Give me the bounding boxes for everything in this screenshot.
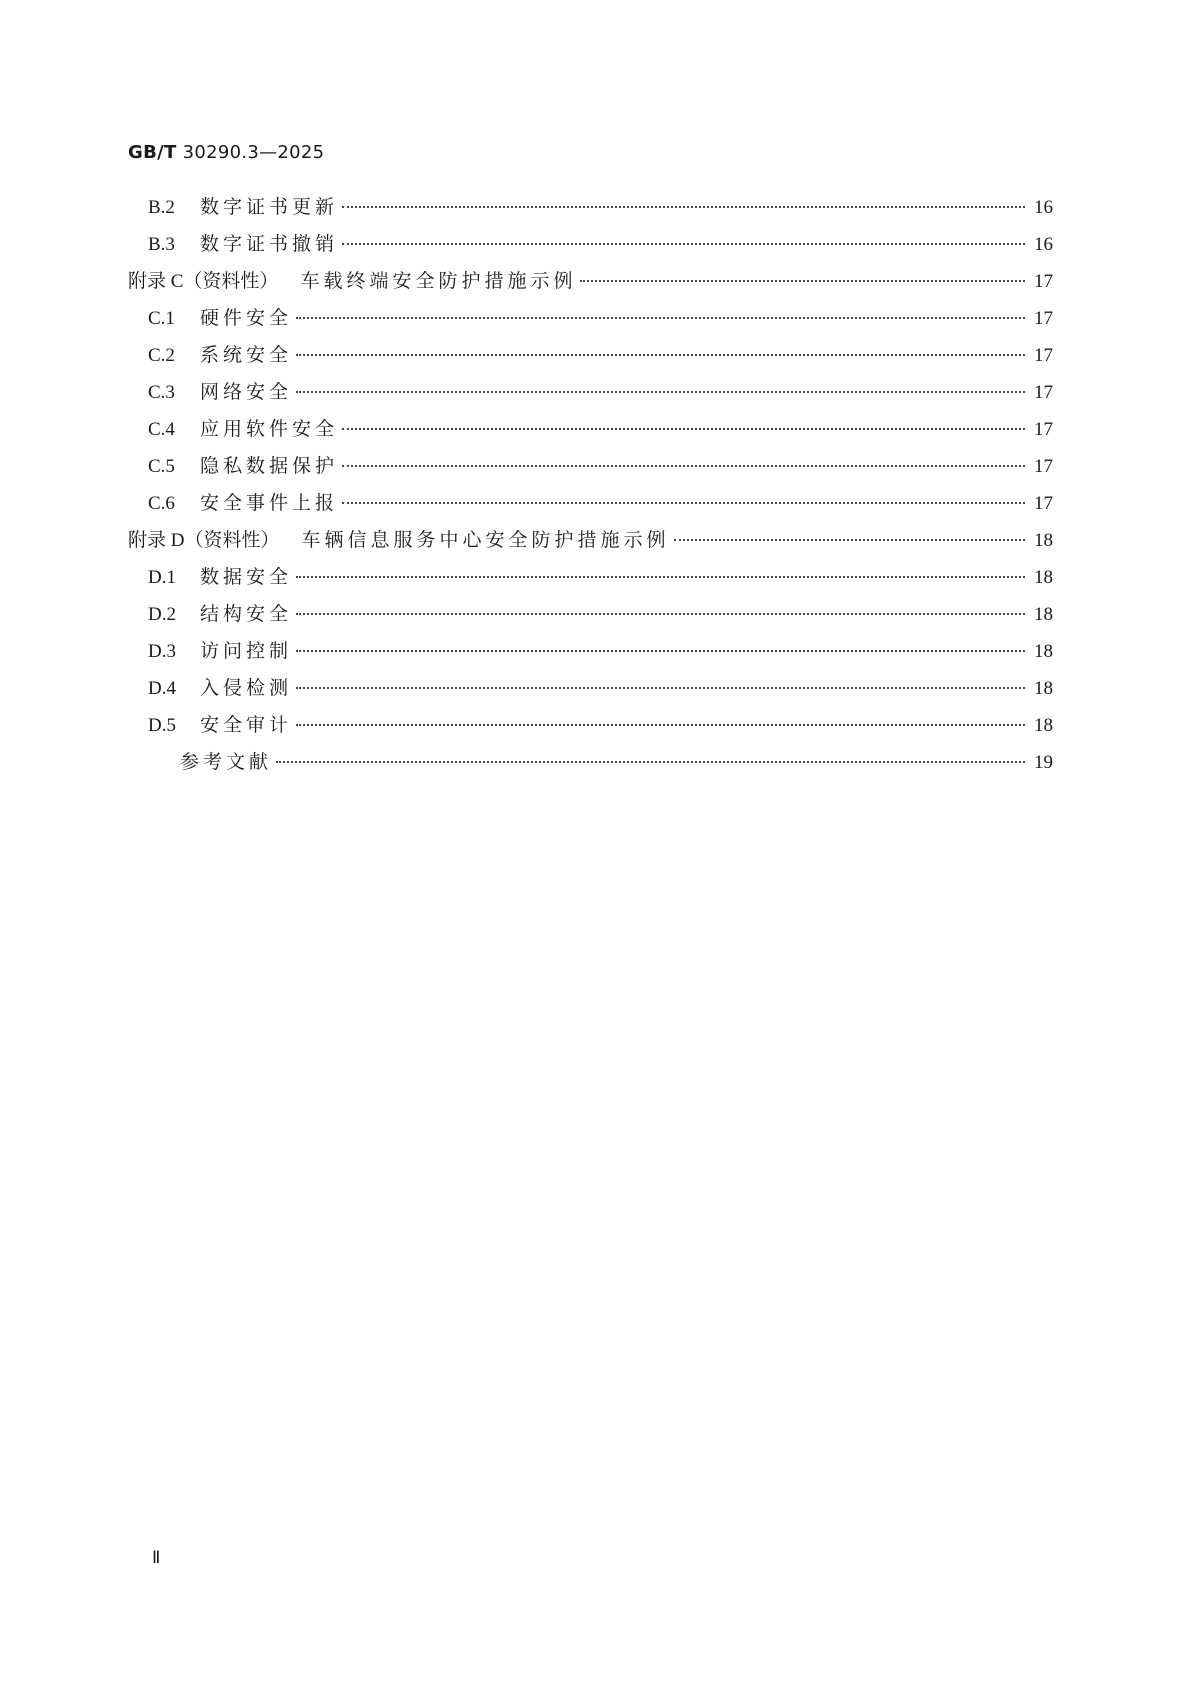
toc-entry[interactable] [128,451,1053,488]
toc-dot-leader [342,465,1025,467]
toc-entry-title: 结构安全 [200,603,293,625]
toc-entry[interactable] [128,636,1053,673]
toc-entry-page: 17 [1034,493,1053,514]
toc-entry-title: 隐私数据保护 [200,455,339,477]
toc-entry[interactable] [128,303,1053,340]
toc-dot-leader [296,650,1025,652]
toc-entry-number: C.3 [148,382,175,403]
toc-entry-page: 17 [1034,308,1053,329]
toc-entry-title: 系统安全 [200,344,293,366]
toc-dot-leader [580,280,1025,282]
toc-dot-leader [296,687,1025,689]
toc-dot-leader [276,761,1025,763]
toc-entry-page: 17 [1034,382,1053,403]
toc-entry[interactable] [128,562,1053,599]
toc-entry-page: 18 [1034,567,1053,588]
toc-entry-number: C.2 [148,345,175,366]
toc-entry-page: 18 [1034,641,1053,662]
toc-entry-number: C.5 [148,456,175,477]
toc-entry-page: 18 [1034,530,1053,551]
toc-entry-title: 数字证书撤销 [200,233,339,255]
toc-dot-leader [342,243,1025,245]
toc-entry-page: 17 [1034,345,1053,366]
toc-entry-title: 硬件安全 [200,307,293,329]
toc-entry[interactable] [128,340,1053,377]
toc-entry[interactable] [128,266,1053,303]
toc-entry-number: D.4 [148,678,176,699]
toc-entry-title: 应用软件安全 [200,418,339,440]
toc-dot-leader [674,539,1026,541]
toc-entry-title: 访问控制 [200,640,293,662]
toc-entry-number: D.2 [148,604,176,625]
toc-entry-title: 网络安全 [200,381,293,403]
toc-entry[interactable] [128,414,1053,451]
toc-entry-title: 数字证书更新 [200,196,339,218]
table-of-contents [128,192,1053,784]
toc-entry-page: 18 [1034,604,1053,625]
toc-entry[interactable] [128,525,1053,562]
standard-number: 30290.3—2025 [182,142,325,163]
toc-entry-number: B.3 [148,234,175,255]
toc-entry-number: D.5 [148,715,176,736]
toc-dot-leader [296,317,1025,319]
toc-dot-leader [296,354,1025,356]
toc-entry[interactable] [128,192,1053,229]
toc-entry-title: 车辆信息服务中心安全防护措施示例 [301,529,670,551]
toc-entry-number: C.6 [148,493,175,514]
toc-entry-number: B.2 [148,197,175,218]
toc-entry-page: 16 [1034,234,1053,255]
toc-entry-title: 安全审计 [200,714,293,736]
toc-entry-number: D.3 [148,641,176,662]
toc-entry-number: D.1 [148,567,176,588]
toc-entry-page: 18 [1034,715,1053,736]
toc-dot-leader [296,613,1025,615]
toc-dot-leader [296,391,1025,393]
toc-entry-title: 安全事件上报 [200,492,339,514]
standard-code: GB/T [128,142,177,163]
toc-dot-leader [296,724,1025,726]
toc-entry-page: 18 [1034,678,1053,699]
toc-dot-leader [296,576,1025,578]
toc-dot-leader [342,206,1025,208]
document-header [128,142,324,163]
toc-entry[interactable] [128,673,1053,710]
toc-entry[interactable] [128,710,1053,747]
toc-entry-page: 17 [1034,456,1053,477]
toc-entry-title: 入侵检测 [200,677,293,699]
toc-entry[interactable] [128,747,1053,784]
toc-entry[interactable] [128,229,1053,266]
toc-entry-title: 车载终端安全防护措施示例 [300,270,577,292]
toc-entry-title: 数据安全 [200,566,293,588]
toc-entry-number: C.4 [148,419,175,440]
toc-entry-title: 参考文献 [180,751,273,773]
toc-entry[interactable] [128,488,1053,525]
toc-entry-number: 附录 C（资料性） [128,271,279,292]
toc-entry-number: 附录 D（资料性） [128,530,280,551]
toc-entry-page: 17 [1034,419,1053,440]
toc-entry-number: C.1 [148,308,175,329]
toc-entry[interactable] [128,599,1053,636]
toc-entry-page: 17 [1034,271,1053,292]
toc-dot-leader [342,502,1025,504]
toc-dot-leader [342,428,1025,430]
page-number: Ⅱ [152,1548,161,1567]
toc-entry-page: 16 [1034,197,1053,218]
toc-entry[interactable] [128,377,1053,414]
toc-entry-page: 19 [1034,752,1053,773]
